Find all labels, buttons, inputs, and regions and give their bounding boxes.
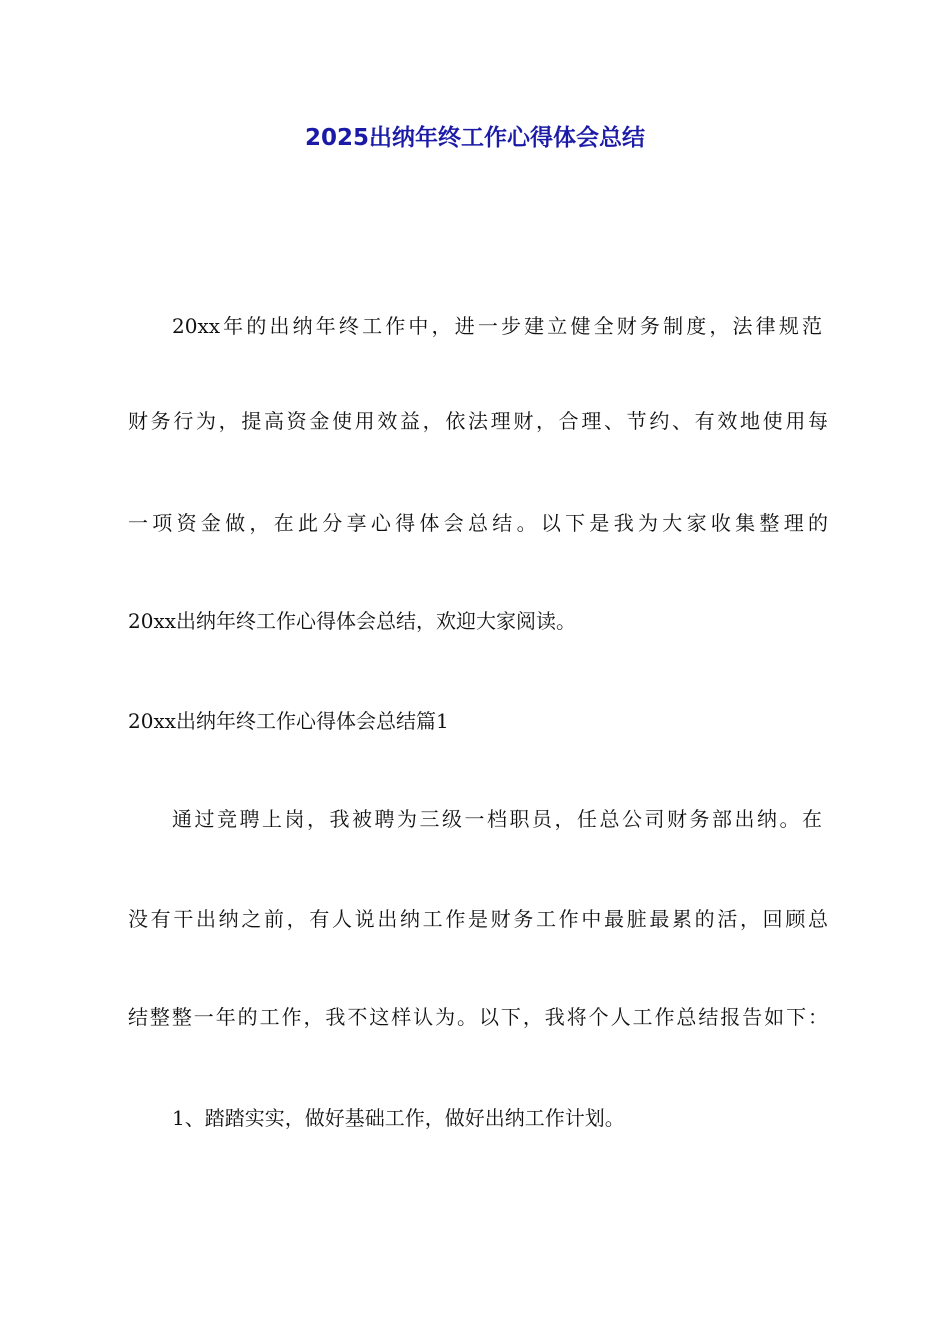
list-item-1: 1、踏踏实实，做好基础工作，做好出纳工作计划。 [172, 1106, 625, 1130]
paragraph-1-line-2: 财务行为，提高资金使用效益，依法理财，合理、节约、有效地使用每 [128, 409, 828, 433]
paragraph-1-line-3: 一项资金做，在此分享心得体会总结。以下是我为大家收集整理的 [128, 511, 828, 535]
document-title: 2025出纳年终工作心得体会总结 [304, 125, 645, 151]
section-heading: 20xx出纳年终工作心得体会总结篇1 [128, 709, 449, 733]
paragraph-2-line-2: 没有干出纳之前，有人说出纳工作是财务工作中最脏最累的活，回顾总 [128, 907, 828, 931]
paragraph-2-line-3: 结整整一年的工作，我不这样认为。以下，我将个人工作总结报告如下： [128, 1005, 828, 1029]
paragraph-1-line-4: 20xx出纳年终工作心得体会总结，欢迎大家阅读。 [128, 609, 577, 633]
paragraph-2-line-1: 通过竞聘上岗，我被聘为三级一档职员，任总公司财务部出纳。在 [172, 807, 822, 831]
paragraph-1-line-1: 20xx年的出纳年终工作中，进一步建立健全财务制度，法律规范 [172, 314, 822, 338]
